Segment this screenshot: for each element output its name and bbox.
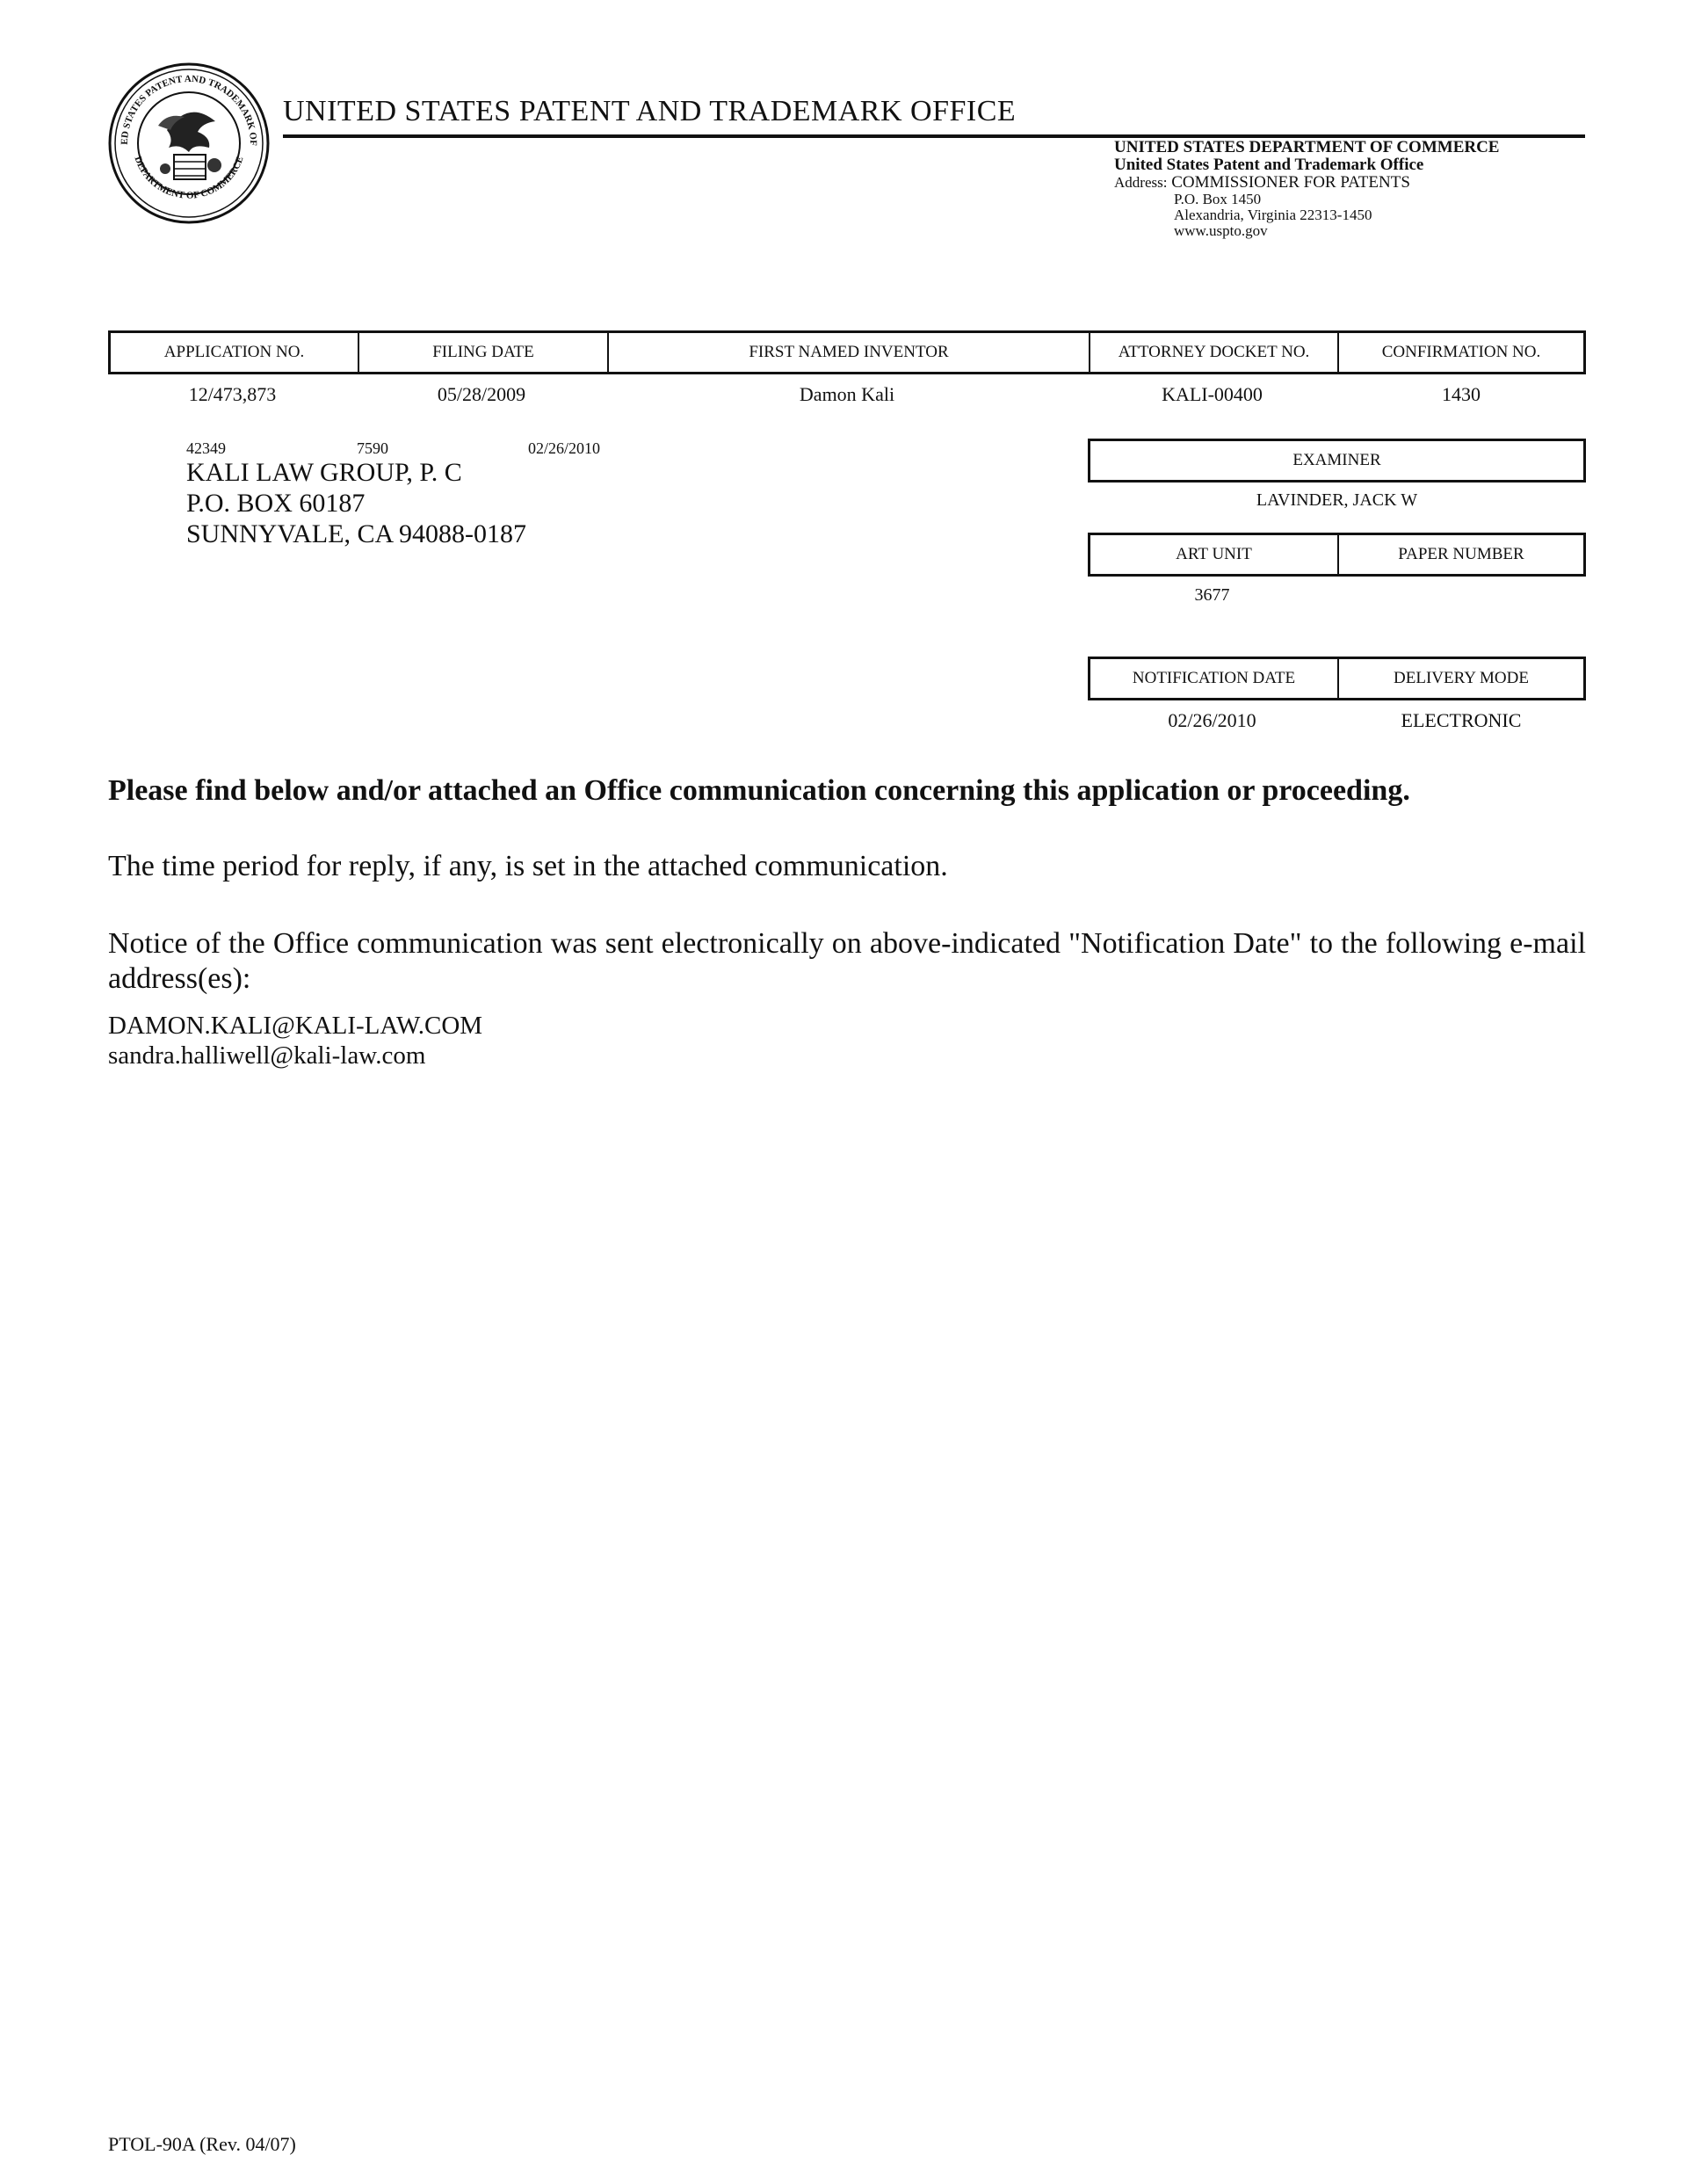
header-first-named-inventor: FIRST NAMED INVENTOR	[609, 333, 1090, 372]
application-info-header-row	[108, 330, 1586, 374]
header-examiner: EXAMINER	[1292, 451, 1381, 469]
correspondence-line-1: KALI LAW GROUP, P. C	[186, 458, 462, 487]
electronic-notice-paragraph: Notice of the Office communication was sent electronically on above-indicated "Notification Date" to the following e-mail address(es):	[108, 927, 1586, 995]
address-label: Address:	[1114, 174, 1168, 191]
customer-number: 42349	[186, 439, 226, 457]
address-line-2: P.O. Box 1450	[1174, 191, 1262, 207]
examiner-header-box	[1088, 439, 1586, 483]
correspondence-line-2: P.O. BOX 60187	[186, 489, 366, 518]
header-notification-date: NOTIFICATION DATE	[1090, 659, 1339, 698]
email-address: sandra.halliwell@kali-law.com	[108, 1041, 426, 1070]
value-confirmation-no: 1430	[1442, 383, 1481, 405]
office-title: UNITED STATES PATENT AND TRADEMARK OFFICE	[283, 95, 1017, 127]
email-list	[108, 1011, 482, 1070]
address-website: www.uspto.gov	[1174, 222, 1268, 239]
svg-text:UNITED STATES PATENT AND TRADE: ED STATES PATENT AND TRADEMARK OF	[119, 73, 259, 146]
address-row	[1114, 174, 1589, 192]
header-delivery-mode: DELIVERY MODE	[1394, 669, 1529, 687]
header-art-unit: ART UNIT	[1090, 535, 1339, 574]
value-attorney-docket-no: KALI-00400	[1162, 383, 1263, 405]
correspondence-date: 02/26/2010	[528, 439, 601, 457]
header-application-no: APPLICATION NO.	[111, 333, 359, 372]
notification-header-box	[1088, 657, 1586, 700]
email-address: DAMON.KALI@KALI-LAW.COM	[108, 1012, 483, 1040]
uspto-seal-logo	[105, 60, 272, 227]
form-number: PTOL-90A (Rev. 04/07)	[108, 2133, 296, 2155]
value-delivery-mode: ELECTRONIC	[1401, 709, 1522, 731]
value-application-no: 12/473,873	[188, 383, 277, 405]
department-address-block	[1114, 139, 1589, 239]
value-filing-date: 05/28/2009	[437, 383, 526, 405]
header-paper-number: PAPER NUMBER	[1398, 545, 1524, 563]
header-attorney-docket-no: ATTORNEY DOCKET NO.	[1090, 333, 1339, 372]
header-confirmation-no: CONFIRMATION NO.	[1381, 343, 1541, 361]
header-filing-date: FILING DATE	[359, 333, 609, 372]
examiner-name: LAVINDER, JACK W	[1256, 490, 1418, 510]
time-period-statement: The time period for reply, if any, is set in the attached communication.	[108, 850, 948, 882]
correspondence-code: 7590	[357, 439, 388, 457]
address-line-1: COMMISSIONER FOR PATENTS	[1171, 173, 1410, 192]
address-line-3: Alexandria, Virginia 22313-1450	[1174, 207, 1372, 223]
correspondence-address	[186, 457, 526, 549]
address-lines	[1114, 192, 1589, 239]
svg-text:DEPARTMENT OF COMMERCE: DEPARTMENT OF COMMERCE	[132, 155, 246, 201]
value-first-named-inventor: Damon Kali	[799, 383, 895, 405]
value-notification-date: 02/26/2010	[1168, 709, 1256, 731]
office-communication-notice: Please find below and/or attached an Office communication concerning this application or proceeding.	[108, 774, 1410, 807]
department-name: UNITED STATES DEPARTMENT OF COMMERCE	[1114, 138, 1500, 156]
office-name: United States Patent and Trademark Office	[1114, 156, 1424, 174]
art-unit-header-box	[1088, 533, 1586, 577]
correspondence-line-3: SUNNYVALE, CA 94088-0187	[186, 519, 526, 548]
value-art-unit: 3677	[1194, 585, 1230, 605]
